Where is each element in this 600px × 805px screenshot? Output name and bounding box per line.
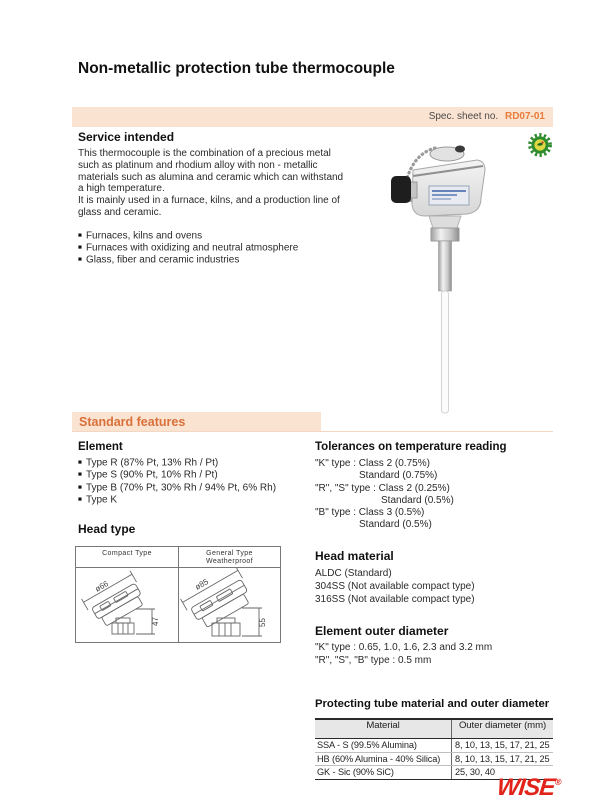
compact-height-label: 47 [151, 617, 160, 626]
cell-material: SSA - S (99.5% Alumina) [317, 740, 417, 750]
list-item [78, 230, 348, 242]
tolerance-line: Standard (0.5%) [381, 494, 454, 506]
cell-diameters: 25, 30, 40 [451, 766, 553, 779]
protecting-tube-section [315, 698, 557, 710]
list-item [78, 254, 348, 266]
head-material-heading: Head material [315, 549, 394, 563]
element-od-line: "K" type : 0.65, 1.0, 1.6, 2.3 and 3.2 mm [315, 642, 493, 653]
col-header-outer-diameter: Outer diameter (mm) [451, 720, 553, 738]
head-type-col-compact: Compact Type [102, 550, 152, 557]
tolerance-line: "R", "S" type : Class 2 (0.25%) [315, 482, 450, 494]
list-item [78, 482, 318, 494]
head-material-line: 316SS (Not available compact type) [315, 594, 475, 606]
bullet-square-icon: ■ [78, 256, 82, 264]
protecting-tube-heading: Protecting tube material and outer diameter [315, 698, 550, 710]
standard-features-underline [72, 431, 553, 432]
thermocouple-product-image [383, 138, 501, 420]
head-type-table [75, 546, 281, 643]
element-od-line: "R", "S", "B" type : 0.5 mm [315, 654, 432, 666]
bullet-square-icon: ■ [78, 471, 82, 479]
list-item-label: Glass, fiber and ceramic industries [85, 254, 240, 266]
cell-diameters: 8, 10, 13, 15, 17, 21, 25 [451, 753, 553, 766]
wise-logo-text: WISE [495, 774, 556, 801]
service-intended-paragraph-1: This thermocouple is the combination of a precious metal such as platinum and rhodium alloy with non - metallic materials such as alumina and ceramic which can withstand a high temperature. [78, 148, 344, 195]
head-material-line: ALDC (Standard) [315, 568, 392, 579]
cell-material: HB (60% Alumina - 40% Silica) [317, 753, 441, 764]
service-intended-section [78, 130, 348, 267]
col-header-material: Material [366, 720, 400, 731]
head-material-line: 304SS (Not available compact type) [315, 581, 475, 593]
compact-diameter-label: ø66 [93, 579, 110, 594]
protecting-tube-table [315, 718, 553, 780]
tolerances-heading: Tolerances on temperature reading [315, 441, 507, 453]
list-item [78, 457, 318, 469]
general-diameter-label: ø85 [193, 577, 210, 592]
head-type-table-body [76, 568, 280, 642]
list-item-label: Type R (87% Pt, 13% Rh / Pt) [85, 457, 219, 469]
protecting-tube-table-header [315, 720, 553, 739]
cell-diameters: 8, 10, 13, 15, 17, 21, 25 [451, 739, 553, 752]
table-row [315, 739, 553, 753]
bullet-square-icon: ■ [78, 483, 82, 491]
head-type-table-header [76, 547, 280, 568]
spec-sheet-number: RD07-01 [504, 111, 545, 122]
cell-material: GK - Sic (90% SiC) [317, 767, 394, 778]
ceramic-protection-tube [442, 291, 449, 413]
tolerances-section [315, 441, 557, 532]
element-type-list [78, 457, 318, 506]
service-intended-paragraph-2: It is mainly used in a furnace, kilns, and a production line of glass and ceramic. [78, 195, 340, 218]
page-title: Non-metallic protection tube thermocouple [78, 60, 395, 77]
certification-gear-badge-icon [527, 132, 553, 158]
tolerance-line: Standard (0.5%) [359, 519, 432, 531]
general-height-label: 55 [258, 618, 267, 627]
element-outer-diameter-section [315, 624, 557, 667]
list-item-label: Type B (70% Pt, 30% Rh / 94% Pt, 6% Rh) [85, 482, 277, 494]
bullet-square-icon: ■ [78, 459, 82, 466]
head-type-col-general-line2: Weatherproof [205, 557, 254, 565]
table-row [315, 753, 553, 767]
hex-fitting [431, 228, 459, 241]
element-section [78, 441, 318, 506]
tolerance-line: Standard (0.75%) [359, 470, 438, 482]
cap-knob [455, 146, 465, 153]
cable-gland [391, 176, 411, 203]
spec-sheet-label: Spec. sheet no. [428, 111, 499, 122]
metal-tube [439, 241, 452, 291]
list-item-label: Furnaces with oxidizing and neutral atmosphere [85, 242, 299, 254]
head-type-section [78, 522, 135, 536]
list-item-label: Furnaces, kilns and ovens [85, 230, 203, 242]
head-material-section [315, 549, 557, 607]
spec-sheet-bar [72, 107, 553, 127]
compact-type-drawing [76, 568, 178, 642]
list-item [78, 469, 318, 481]
list-item [78, 494, 318, 506]
head-type-heading: Head type [78, 522, 136, 536]
application-bullet-list [78, 230, 348, 267]
element-outer-diameter-heading: Element outer diameter [315, 624, 449, 638]
list-item [78, 242, 348, 254]
general-type-drawing [178, 568, 280, 642]
list-item-label: Type K [85, 494, 118, 506]
head-type-col-general [178, 547, 280, 567]
element-heading: Element [78, 441, 123, 453]
bullet-square-icon: ■ [78, 495, 82, 503]
tolerance-line: "B" type : Class 3 (0.5%) [315, 507, 425, 519]
wise-brand-logo [496, 774, 563, 802]
standard-features-header: Standard features [72, 412, 321, 432]
list-item-label: Type S (90% Pt, 10% Rh / Pt) [85, 469, 218, 481]
bullet-square-icon: ■ [78, 231, 82, 239]
registered-trademark-icon: ® [554, 777, 563, 787]
bullet-square-icon: ■ [78, 244, 82, 252]
head-type-col-general-line1: General Type [206, 550, 253, 557]
tolerance-line: "K" type : Class 2 (0.75%) [315, 458, 430, 469]
service-intended-heading: Service intended [78, 130, 175, 144]
